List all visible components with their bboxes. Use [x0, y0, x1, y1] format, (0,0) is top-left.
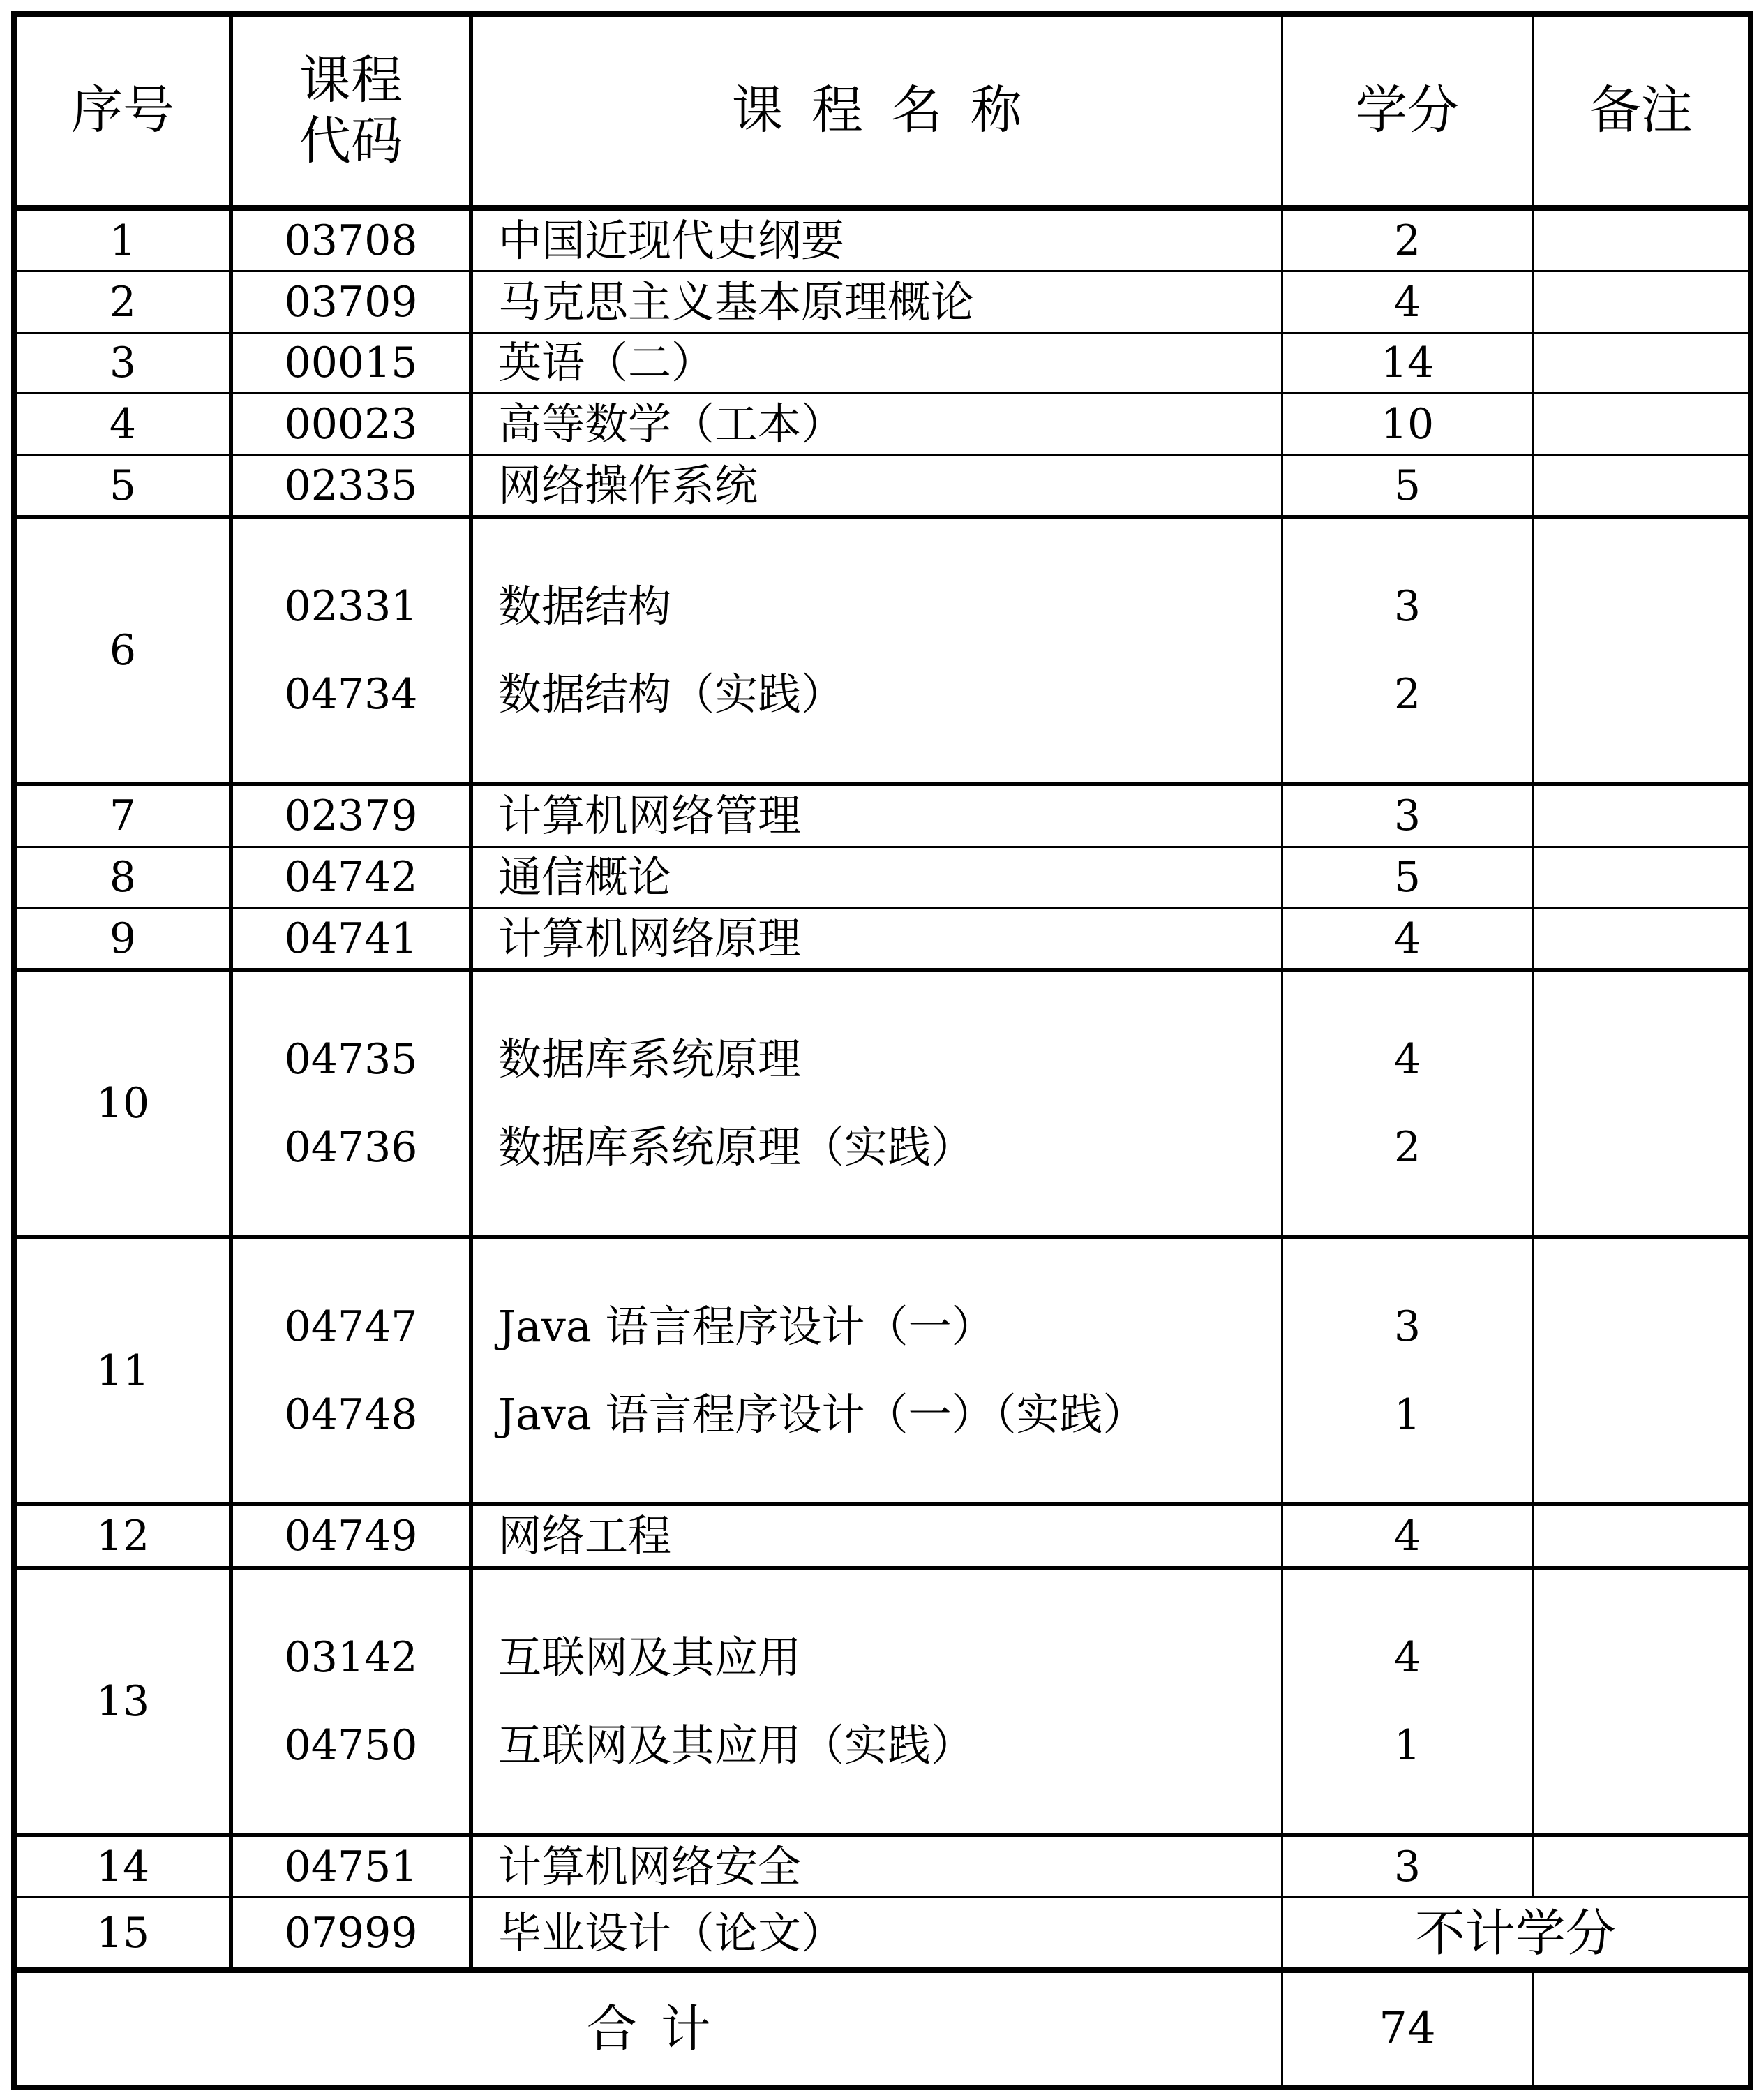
course-code-cell: 03709 [231, 271, 471, 333]
table-header [14, 14, 1751, 208]
remarks-cell [1533, 332, 1751, 394]
column-header-credits: 学分 [1282, 14, 1533, 208]
course-code-cell [231, 1568, 471, 1835]
column-header-name [471, 14, 1282, 208]
course-name-cell [471, 1568, 1282, 1835]
row-number-cell: 9 [14, 908, 231, 971]
course-name-subentry: Java 语言程序设计（一）（实践） [498, 1388, 1146, 1440]
row-number-cell: 5 [14, 454, 231, 517]
credits-cell: 3 [1282, 784, 1533, 847]
course-code-cell: 00015 [231, 332, 471, 394]
credits-cell: 5 [1282, 847, 1533, 908]
row-number-cell: 4 [14, 394, 231, 455]
row-number-cell: 6 [14, 517, 231, 784]
course-code-cell: 02379 [231, 784, 471, 847]
course-code-cell: 04749 [231, 1504, 471, 1568]
row-number-cell: 3 [14, 332, 231, 394]
course-name-cell: 计算机网络管理 [471, 784, 1282, 847]
course-code-cell: 04742 [231, 847, 471, 908]
course-code-cell: 07999 [231, 1898, 471, 1970]
course-code-subentry: 04735 [284, 1035, 418, 1085]
course-code-cell [231, 1237, 471, 1504]
column-header-remarks: 备注 [1533, 14, 1751, 208]
table-row [14, 1504, 1751, 1568]
course-name-cell: 高等数学（工本） [471, 394, 1282, 455]
course-code-cell: 00023 [231, 394, 471, 455]
course-name-cell: 计算机网络原理 [471, 908, 1282, 971]
course-name-subentry: 数据库系统原理 [498, 1034, 802, 1085]
credits-cell: 不计学分 [1282, 1898, 1751, 1970]
credits-cell: 5 [1282, 454, 1533, 517]
table-row [14, 332, 1751, 394]
credits-cell: 4 [1282, 271, 1533, 333]
column-header-code-line1: 课程 [299, 50, 403, 110]
course-name-cell [471, 517, 1282, 784]
course-code-cell: 03708 [231, 208, 471, 271]
course-code-subentry: 04734 [284, 670, 418, 720]
row-number-cell: 8 [14, 847, 231, 908]
credits-cell: 10 [1282, 394, 1533, 455]
course-code-cell [231, 970, 471, 1237]
remarks-cell [1533, 1504, 1751, 1568]
course-code-subentry: 04748 [284, 1390, 418, 1439]
row-number-cell: 11 [14, 1237, 231, 1504]
table-row [14, 970, 1751, 1237]
header-row [14, 14, 1751, 208]
remarks-cell [1533, 208, 1751, 271]
row-number-cell: 15 [14, 1898, 231, 1970]
remarks-cell [1533, 394, 1751, 455]
course-code-cell: 04741 [231, 908, 471, 971]
course-code-cell [231, 517, 471, 784]
course-name-cell [471, 970, 1282, 1237]
remarks-cell [1533, 1237, 1751, 1504]
remarks-cell [1533, 271, 1751, 333]
credits-subentry: 3 [1393, 582, 1421, 632]
table-row [14, 394, 1751, 455]
credits-cell: 2 [1282, 208, 1533, 271]
credits-cell: 4 [1282, 1504, 1533, 1568]
course-name-cell: 英语（二） [471, 332, 1282, 394]
course-name-cell [471, 1237, 1282, 1504]
remarks-cell [1533, 1568, 1751, 1835]
table-row [14, 208, 1751, 271]
credits-subentry: 2 [1393, 670, 1421, 720]
row-number-cell: 2 [14, 271, 231, 333]
remarks-cell [1533, 847, 1751, 908]
credits-cell: 4 [1282, 908, 1533, 971]
credits-subentry: 1 [1393, 1390, 1421, 1439]
column-header-code [231, 14, 471, 208]
course-code-subentry: 04747 [284, 1302, 418, 1351]
course-code-cell: 04751 [231, 1835, 471, 1898]
row-number-cell: 10 [14, 970, 231, 1237]
credits-subentry: 4 [1393, 1632, 1421, 1682]
course-name-cell: 网络工程 [471, 1504, 1282, 1568]
course-code-subentry: 04736 [284, 1123, 418, 1172]
table-row [14, 784, 1751, 847]
table-row [14, 1898, 1751, 1970]
total-row [14, 1970, 1751, 2087]
row-number-cell: 7 [14, 784, 231, 847]
table-row [14, 908, 1751, 971]
row-number-cell: 14 [14, 1835, 231, 1898]
course-name-subentry: 互联网及其应用 [498, 1631, 802, 1683]
course-name-cell: 马克思主义基本原理概论 [471, 271, 1282, 333]
table-row [14, 1568, 1751, 1835]
table-row [14, 271, 1751, 333]
credits-cell: 14 [1282, 332, 1533, 394]
total-label-cell: 合计 [14, 1970, 1282, 2087]
course-name-cell: 计算机网络安全 [471, 1835, 1282, 1898]
course-name-cell: 毕业设计（论文） [471, 1898, 1282, 1970]
course-plan-table [11, 11, 1753, 2090]
course-name-subentry: 互联网及其应用（实践） [498, 1719, 975, 1771]
course-name-cell: 通信概论 [471, 847, 1282, 908]
remarks-cell [1533, 908, 1751, 971]
row-number-cell: 13 [14, 1568, 231, 1835]
course-name-cell: 网络操作系统 [471, 454, 1282, 517]
remarks-cell [1533, 517, 1751, 784]
column-header-code-line2: 代码 [299, 111, 403, 171]
total-remarks-cell [1533, 1970, 1751, 2087]
remarks-cell [1533, 1835, 1751, 1898]
column-header-no: 序号 [14, 14, 231, 208]
course-code-subentry: 02331 [284, 582, 418, 632]
course-code-subentry: 03142 [284, 1632, 418, 1682]
table-row [14, 1237, 1751, 1504]
credits-subentry: 3 [1393, 1302, 1421, 1351]
total-credits-cell: 74 [1282, 1970, 1533, 2087]
row-number-cell: 1 [14, 208, 231, 271]
table-row [14, 1835, 1751, 1898]
table-row [14, 847, 1751, 908]
table-body [14, 208, 1751, 2087]
column-header-name-label: 课程名称 [731, 80, 1050, 141]
credits-cell [1282, 970, 1533, 1237]
credits-subentry: 4 [1393, 1035, 1421, 1085]
course-name-subentry: 数据库系统原理（实践） [498, 1122, 975, 1173]
course-name-subentry: 数据结构 [498, 581, 672, 632]
course-code-cell: 02335 [231, 454, 471, 517]
table-row [14, 517, 1751, 784]
course-name-cell: 中国近现代史纲要 [471, 208, 1282, 271]
remarks-cell [1533, 970, 1751, 1237]
credits-cell: 3 [1282, 1835, 1533, 1898]
course-name-subentry: Java 语言程序设计（一） [498, 1300, 995, 1352]
table-row [14, 454, 1751, 517]
row-number-cell: 12 [14, 1504, 231, 1568]
course-name-subentry: 数据结构（实践） [498, 669, 845, 720]
credits-cell [1282, 1237, 1533, 1504]
credits-cell [1282, 1568, 1533, 1835]
remarks-cell [1533, 454, 1751, 517]
course-code-subentry: 04750 [284, 1720, 418, 1770]
credits-subentry: 2 [1393, 1123, 1421, 1172]
credits-subentry: 1 [1393, 1720, 1421, 1770]
remarks-cell [1533, 784, 1751, 847]
credits-cell [1282, 517, 1533, 784]
